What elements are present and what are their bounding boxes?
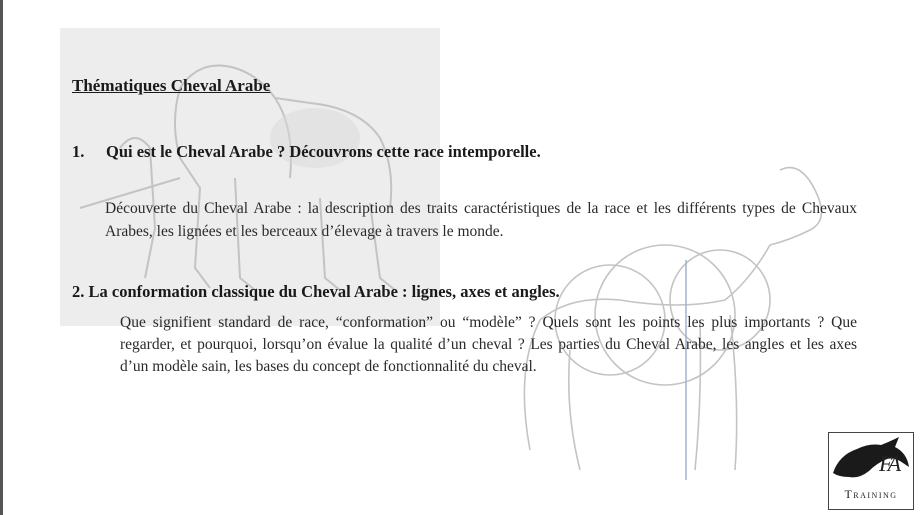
logo-wordmark: Training <box>844 487 898 501</box>
section-2-heading <box>72 282 560 302</box>
section-1-heading-text: Qui est le Cheval Arabe ? Découvrons cette race intemporelle. <box>106 142 541 161</box>
section-2-body: Que signifient standard de race, “conformation” ou “modèle” ? Quels sont les points les plus importants ? Que regarder, et pourquoi, lorsqu’on évalue la qualité d’un cheval ? Les parties du Cheval Arabe, les angles et les axes d’un modèle sain, les bases du concept de fonctionnalité du cheval. <box>120 314 857 375</box>
left-border-line <box>0 0 3 515</box>
fa-training-logo <box>828 432 914 510</box>
section-2-heading-text: La conformation classique du Cheval Arabe : lignes, axes et angles. <box>88 282 560 301</box>
section-1-heading <box>72 142 541 162</box>
document-title: Thématiques Cheval Arabe <box>72 76 271 95</box>
section-2-number: 2. <box>72 282 85 301</box>
section-1-number: 1. <box>72 142 85 161</box>
logo-initials: FA <box>879 451 900 476</box>
section-1-body: Découverte du Cheval Arabe : la description des traits caractéristiques de la race et les différents types de Chevaux Arabes, les lignées et les berceaux d’élevage à travers le monde. <box>105 200 857 240</box>
